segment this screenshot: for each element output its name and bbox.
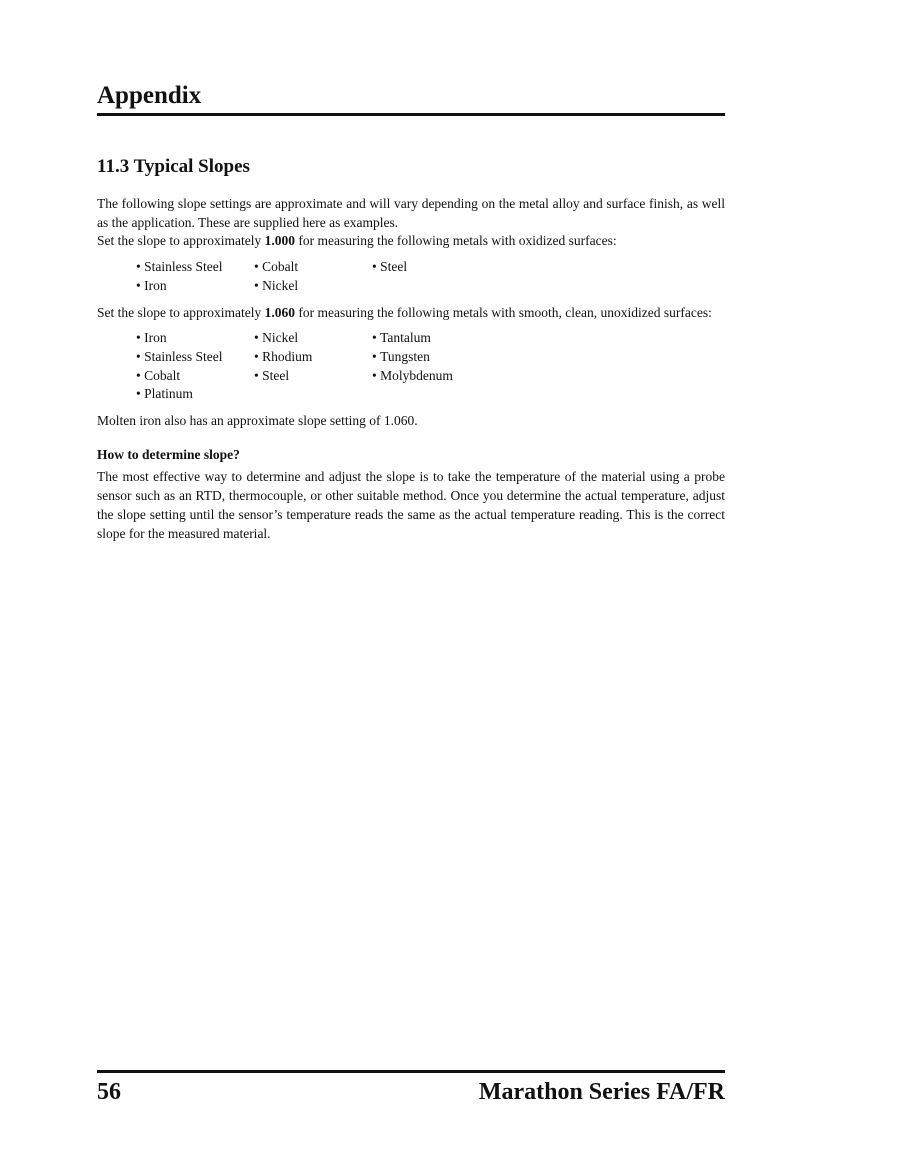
list-item: • Nickel <box>254 277 372 296</box>
list-item: • Rhodium <box>254 348 372 367</box>
section-title: 11.3 Typical Slopes <box>97 156 250 177</box>
page-footer <box>97 1070 725 1107</box>
oxidized-prefix: Set the slope to approximately <box>97 233 265 249</box>
oxidized-suffix: for measuring the following metals with oxidized surfaces: <box>294 233 617 249</box>
list-item: • Stainless Steel <box>136 258 254 277</box>
page-number: 56 <box>97 1079 121 1105</box>
list-item: • Iron <box>136 277 254 296</box>
clean-suffix: for measuring the following metals with smooth, clean, unoxidized surfaces: <box>294 304 712 320</box>
oxidized-metals-list <box>97 258 725 295</box>
product-name: Marathon Series FA/FR <box>478 1079 725 1105</box>
clean-metals-list <box>97 329 725 404</box>
list-item: • Nickel <box>254 329 372 348</box>
molten-iron-note: Molten iron also has an approximate slope setting of 1.060. <box>97 413 418 429</box>
how-to-heading: How to determine slope? <box>97 446 240 462</box>
clean-prefix: Set the slope to approximately <box>97 304 265 320</box>
list-item: • Iron <box>136 329 254 348</box>
list-item: • Cobalt <box>136 367 254 386</box>
list-item: • Steel <box>254 367 372 386</box>
oxidized-instruction <box>97 232 725 251</box>
list-item: • Tantalum <box>372 329 490 348</box>
list-item: • Tungsten <box>372 348 490 367</box>
list-item: • Cobalt <box>254 258 372 277</box>
chapter-title: Appendix <box>97 82 202 109</box>
main-content <box>97 154 725 543</box>
list-item: • Platinum <box>136 385 254 404</box>
oxidized-slope-value: 1.000 <box>264 233 295 249</box>
how-to-paragraph: The most effective way to determine and adjust the slope is to take the temperature of the material using a probe sensor such as an RTD, thermocouple, or other suitable method. Once you determine the actual temperature, adjust the slope setting until the sensor’s temperature reads the same as the actual temperature reading. This is the correct slope for the measured material. <box>97 469 725 541</box>
list-item: • Molybdenum <box>372 367 490 386</box>
list-item: • Steel <box>372 258 490 277</box>
intro-paragraph: The following slope settings are approximate and will vary depending on the metal alloy and surface finish, as well as the application. These are supplied here as examples. <box>97 196 725 230</box>
list-item: • Stainless Steel <box>136 348 254 367</box>
clean-slope-value: 1.060 <box>264 304 295 320</box>
page-header <box>97 80 725 116</box>
clean-instruction <box>97 304 725 323</box>
